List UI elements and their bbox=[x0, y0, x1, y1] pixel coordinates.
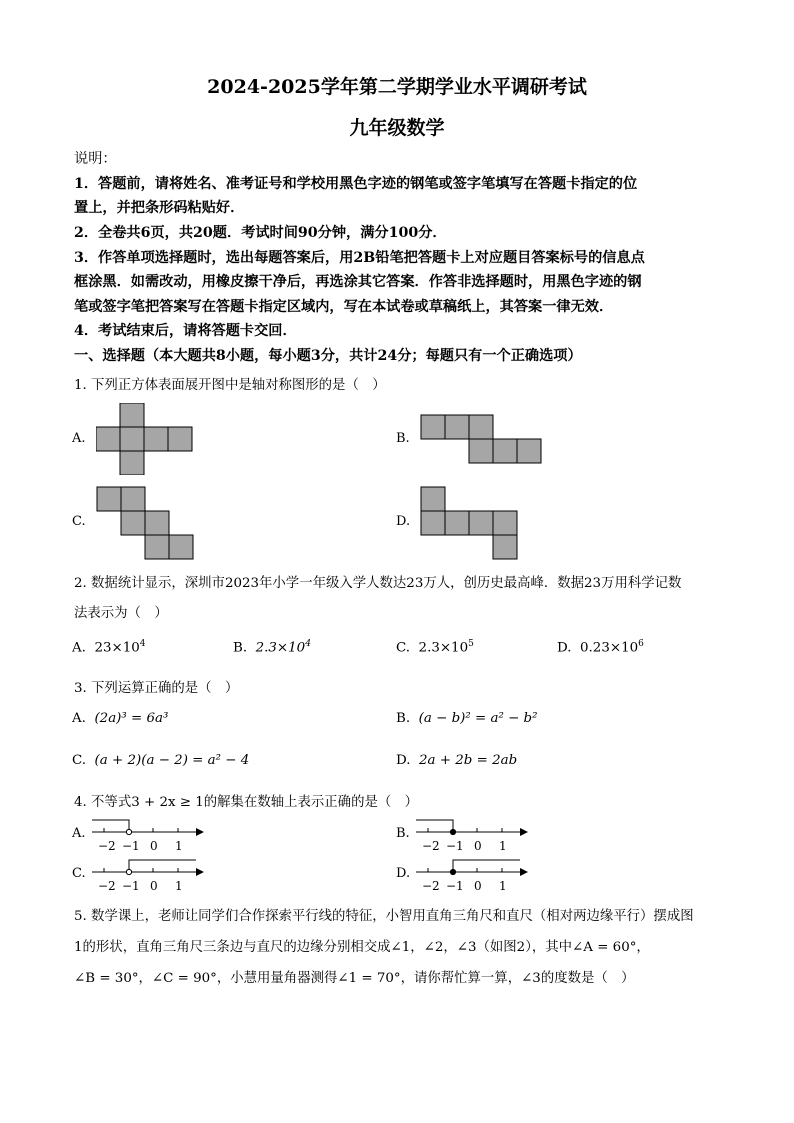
instruction-line: 1．答题前，请将姓名、准考证号和学校用黑色字迹的钢笔或签字笔填写在答题卡指定的位 bbox=[74, 176, 638, 192]
q1-net-b bbox=[420, 414, 544, 464]
question-5-line1: 5. 数学课上，老师让同学们合作探索平行线的特征，小智用直角三角尺和直尺（相对两边缘平行）摆成图 bbox=[74, 909, 694, 924]
q4-numberline-c bbox=[88, 854, 208, 896]
tick-label: −1 bbox=[122, 839, 140, 853]
q2-option-c: C. $2.3\times 10^5$ bbox=[396, 639, 474, 656]
question-2-stem-line2: 法表示为（ ） bbox=[74, 606, 168, 621]
tick-label: −2 bbox=[422, 879, 440, 893]
instruction-line: 框涂黑．如需改动，用橡皮擦干净后，再选涂其它答案．作答非选择题时，用黑色字迹的钢 bbox=[74, 274, 642, 290]
tick-label: 0 bbox=[474, 839, 482, 853]
q4-numberline-b bbox=[412, 814, 532, 856]
tick-label: 1 bbox=[175, 879, 183, 893]
q4-option-c-label: C. bbox=[72, 866, 86, 881]
q2-option-d: D. $0.23\times 10^6$ bbox=[557, 639, 644, 656]
q1-net-c bbox=[96, 486, 196, 560]
tick-label: 1 bbox=[499, 839, 507, 853]
q4-option-d-label: D. bbox=[396, 866, 411, 881]
exam-subtitle: 九年级数学 bbox=[349, 117, 445, 139]
instruction-line: 4．考试结束后，请将答题卡交回． bbox=[74, 323, 297, 339]
tick-label: 0 bbox=[150, 839, 158, 853]
q3-option-a: A. (2a)³ = 6a³ bbox=[72, 711, 169, 726]
q2-option-a: A. $23\times 10^4$ bbox=[72, 639, 146, 656]
q3-option-b: B. (a − b)² = a² − b² bbox=[396, 711, 538, 726]
q1-option-a-label: A. bbox=[72, 431, 86, 446]
q1-option-d-label: D. bbox=[396, 514, 411, 529]
tick-label: −2 bbox=[98, 839, 116, 853]
tick-label: −2 bbox=[422, 839, 440, 853]
instruction-line: 笔或签字笔把答案写在答题卡指定区域内，写在本试卷或草稿纸上，其答案一律无效． bbox=[74, 299, 614, 315]
question-2-stem-line1: 2. 数据统计显示，深圳市2023年小学一年级入学人数达23万人，创历史最高峰．数据23万用科学记数 bbox=[74, 576, 682, 591]
tick-label: −1 bbox=[122, 879, 140, 893]
q1-net-d bbox=[420, 486, 520, 560]
q4-numberline-a bbox=[88, 814, 208, 856]
q4-numberline-d bbox=[412, 854, 532, 896]
question-5-line3: ∠B = 30°，∠C = 90°，小慧用量角器测得∠1 = 70°，请你帮忙算一算，∠3的度数是（ ） bbox=[74, 971, 635, 986]
q4-option-b-label: B. bbox=[396, 826, 410, 841]
q3-option-c: C. (a + 2)(a − 2) = a² − 4 bbox=[72, 753, 250, 768]
q1-net-a bbox=[96, 403, 196, 475]
q1-option-c-label: C. bbox=[72, 514, 86, 529]
instruction-line: 3．作答单项选择题时，选出每题答案后，用2B铅笔把答题卡上对应题目答案标号的信息点 bbox=[74, 250, 645, 266]
instruction-line: 置上，并把条形码粘贴好． bbox=[74, 200, 245, 216]
question-1-stem: 1. 下列正方体表面展开图中是轴对称图形的是（ ） bbox=[74, 378, 386, 393]
tick-label: 0 bbox=[474, 879, 482, 893]
q4-option-a-label: A. bbox=[72, 826, 86, 841]
exam-title: 2024-2025学年第二学期学业水平调研考试 bbox=[207, 76, 587, 98]
q1-option-b-label: B. bbox=[396, 431, 410, 446]
tick-label: −1 bbox=[446, 839, 464, 853]
q3-option-d: D. 2a + 2b = 2ab bbox=[396, 753, 518, 768]
tick-label: 1 bbox=[499, 879, 507, 893]
section-heading: 一、选择题（本大题共8小题，每小题3分，共计24分；每题只有一个正确选项） bbox=[74, 348, 582, 364]
question-3-stem: 3. 下列运算正确的是（ ） bbox=[74, 681, 239, 696]
question-5-line2: 1的形状，直角三角尺三条边与直尺的边缘分别相交成∠1，∠2，∠3（如图2），其中∠A = 60°， bbox=[74, 940, 650, 955]
tick-label: −2 bbox=[98, 879, 116, 893]
tick-label: 1 bbox=[175, 839, 183, 853]
q2-option-b: B. $2.3\times 10^4$ bbox=[233, 639, 311, 656]
question-4-stem: 4. 不等式3 + 2x ≥ 1的解集在数轴上表示正确的是（ ） bbox=[74, 795, 419, 810]
tick-label: 0 bbox=[150, 879, 158, 893]
tick-label: −1 bbox=[446, 879, 464, 893]
instructions-heading: 说明： bbox=[74, 151, 117, 167]
instruction-line: 2．全卷共6页，共20题．考试时间90分钟，满分100分． bbox=[74, 225, 447, 241]
